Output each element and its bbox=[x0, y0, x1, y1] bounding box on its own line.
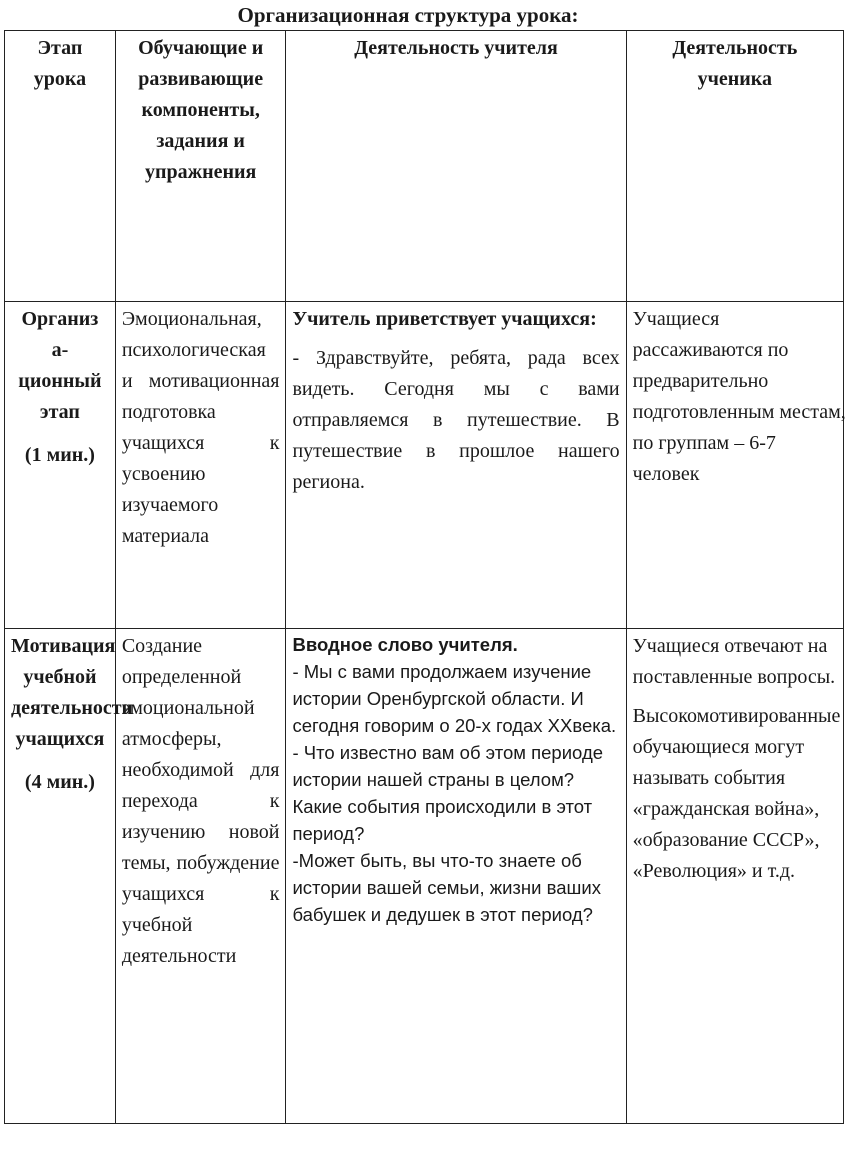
header-components: Обучающие и развивающие компоненты, задания и упражнения bbox=[115, 31, 286, 302]
page-title: Организационная структура урока: bbox=[237, 3, 579, 27]
student-cell bbox=[626, 629, 843, 1124]
stage-duration: (4 мин.) bbox=[24, 771, 95, 793]
components-cell: Создание определенной эмоциональной атмосферы, необходимой для перехода к изучению новой темы, побуждение учащихся к учебной деятельности bbox=[115, 629, 286, 1124]
teacher-line: - Здравствуйте, ребята, рада всех видеть. Сегодня мы с вами отправляемся в путешествие. В путешествие в прошлое нашего региона. bbox=[292, 347, 620, 493]
teacher-cell bbox=[286, 302, 626, 629]
student-line: Учащиеся отвечают на поставленные вопросы. bbox=[632, 635, 836, 688]
stage-name: Мотивация учебной деятельности учащихся bbox=[11, 635, 134, 750]
teacher-line: - Что известно вам об этом периоде истории нашей страны в целом? Какие события происходили в этот период? bbox=[292, 742, 604, 844]
lesson-structure-table bbox=[4, 30, 844, 1124]
teacher-lead: Вводное слово учителя. bbox=[292, 634, 518, 655]
header-student: Деятельность ученика bbox=[626, 31, 843, 302]
components-cell: Эмоциональная, психологическая и мотивационная подготовка учащихся к усвоению изучаемого материала bbox=[115, 302, 286, 629]
student-line: Учащиеся рассаживаются по предварительно подготовленным местам, по группам – 6-7 человек bbox=[632, 308, 846, 485]
stage-name: Организ а-ционный этап bbox=[18, 308, 102, 423]
header-teacher: Деятельность учителя bbox=[286, 31, 626, 302]
teacher-line: - Мы с вами продолжаем изучение истории Оренбургской области. И сегодня говорим о 20-х годах ХХвека. bbox=[292, 661, 617, 736]
teacher-line: -Может быть, вы что-то знаете об истории вашей семьи, жизни ваших бабушек и дедушек в этот период? bbox=[292, 850, 601, 925]
table-row bbox=[5, 629, 844, 1124]
table-header-row bbox=[5, 31, 844, 302]
stage-cell bbox=[5, 302, 116, 629]
teacher-cell bbox=[286, 629, 626, 1124]
table-row bbox=[5, 302, 844, 629]
student-line: Высокомотивированные обучающиеся могут называть события «гражданская война», «образование СССР», «Революция» и т.д. bbox=[632, 705, 841, 882]
header-stage: Этап урока bbox=[5, 31, 116, 302]
student-cell bbox=[626, 302, 846, 629]
stage-duration: (1 мин.) bbox=[24, 444, 95, 466]
stage-cell bbox=[5, 629, 134, 1124]
teacher-lead: Учитель приветствует учащихся: bbox=[292, 308, 597, 330]
